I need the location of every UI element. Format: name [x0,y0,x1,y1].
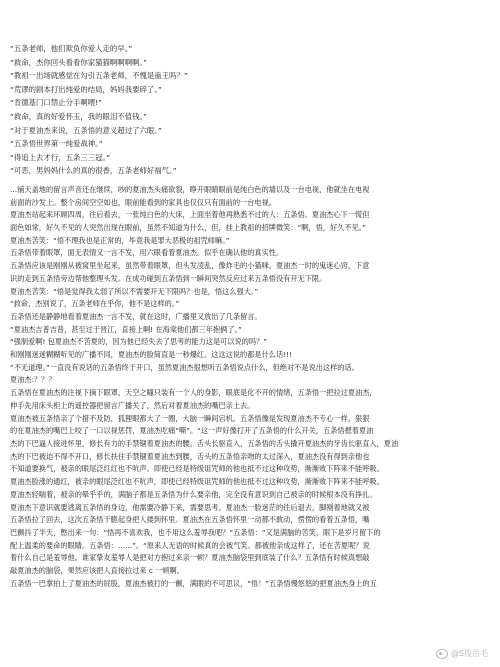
body-line: 夏油杰轻喘着，被亲的晕乎乎的，满脑子都是五条悟为什么要亲他，完全没有意识到自己被亲的时候根本没有挣扎。 [10,489,377,499]
body-line: 的在夏油杰的嘴巴上咬了一口以视惩罚，夏油杰吃痛“嘶”。“这一声好像打开了五条悟的什么开关，五条悟摁着夏油 [10,426,374,436]
quote-line: “救命，杰你回头看看你家猫猫啊啊啊啊。” [10,57,147,67]
quote-line: “救命，真的好爱怀玉，我的眼泪不值钱。” [10,111,147,121]
watermark [436,648,488,659]
body-line: 敲夏油杰的脑袋，果然应该把人直接拉过来 c 一顿啊。 [10,566,184,576]
body-line: 前面的沙发上。整个房间空空如也，眼前能看到的家具也仅仅只有面前的一台电视。 [10,197,276,207]
body-line: “强制爱啊! 包夏油杰不苦夏的，因为他已经失去了思考的能力这是可以说的吗？” [10,337,267,347]
weibo-icon [436,649,448,659]
quote-line: “得追上去才行，五条三三冠。” [10,152,111,162]
quote-list [10,42,492,178]
body-line: 五条悟还是静静地看着夏油杰一言不发，就在这时，广播里又放出了几条留言。 [10,311,262,321]
quote-line: “可恶，男妈妈什么的真的很香，五条老师好福气。” [10,166,177,176]
quote-line: “五条老师，他们欺负你爱人走的早。” [10,44,133,53]
body-line: 五条悟一巴掌拍上了夏油杰的屁股，夏油杰被打的一颤，满眼的不可思议，“悟！”五条悟慢悠悠的把夏油杰身上的五 [10,578,377,588]
body-line: 夏油杰被五条悟亲了个措不及防，狐狸眼都大了一圈，大脑一瞬间宕机。五条悟像是发现夏油杰不专心一样，狠狠 [10,413,370,423]
body-line: 夏油杰苦笑：“悟不理我也是正常的，毕竟我是罪大恶极的祖咒师嘛。” [10,235,230,245]
body-line: 配上温柔的要命的眼睛。五条悟：……”。“原来人无语的时候真的会被气笑。都被他亲成这样了，还在苦夏呢？说 [10,540,370,550]
story-body [10,184,492,591]
body-line: 和刚刚迷迷糊糊听见的广播不同，夏油杰的脸简直是一秒爆红。这这这说的都是什么话!!! [10,350,292,360]
body-line: 巴颤抖了半天，憋出来一句：“悟再不喜欢我，也不用这么羞辱我吧？”五条悟：“又是满脑的苦笑，眼下是岁月留下的 [10,527,381,537]
body-line: 五条悟带着眼罩，面无表情又一言不发，用六眼看着夏油杰。似乎在确认他的真实性。 [10,248,284,258]
body-line: 五条悟应该是刚刚从被窝里坐起来，虽然带着眼罩，但头发凌乱，像炸毛的小猫咪。夏油杰一时的鬼迷心窍，下意 [10,261,370,271]
body-line: 夏油杰下意识就要逃离五条悟的身边，他需要冷静下来，需要思考。夏油杰一脸迷茫的往后退去，脚刚着地就又被 [10,502,370,512]
quote-line: “荒谬的剧本打出纯爱的结局，妈妈我要碎了。” [10,84,162,94]
body-line: 面色如常，好久不见的人突然出现在眼前，虽然不知道为什么，但，挂上教祖的招牌微笑：“啊，悟，好久不见。” [10,223,367,233]
body-line: “夏油杰吉普吉普，甚至过于晋江，直接上啊! 在海棠他们都三年抱俩了。” [10,324,242,334]
quote-line: “五条悟世界第一纯爱战神。” [10,139,103,149]
body-line: 夏油杰苦笑：“悟是觉得我太弱了所以不需要开无下限吗？也是，悟这么强大。” [10,286,259,296]
body-line: 五条悟拉了回去，这次五条悟干脆起身把人搂到怀里。夏油杰在五条悟怀里一动都不敢动，愣愣的看着五条悟，嘴 [10,515,370,525]
body-line: …铺天盖地的留言声音还在继续，吵的夏油杰头痛欲裂，睁开眼睛眼前是纯白色的墙以及一台电视，他就坐在电视 [10,184,370,194]
body-line: 五条悟在夏油杰的注视下摘下眼罩，天空之瞳只装有一个人的身影，眼底是化不开的情绪，五条悟一把拉过夏油杰， [10,388,377,398]
body-line: 着什么自己是羞辱他。谁家挚友羞辱人是把对方抱过来亲一顿？夏油杰脑袋里到底装了什么？五条悟有时候真想敲 [10,553,370,563]
body-line: 不知道要换气，被亲的眼尾泛红红也不吭声。即使已经是特级诅咒师的他也抵不过这种攻势，渐渐败下阵来不能呼吸。 [10,464,384,474]
body-line: “救命，杰别说了，五条老师在乎你，他不是这样的。” [10,299,180,309]
body-line: 杰的下巴被迫不得不开口，修长扶住手禁锢着夏油杰到腰，舌头的五条悟亲吻的太过深入，夏油杰没有得到亲他也 [10,451,370,461]
quote-line: “肯德基门口禁止分手啊喂!” [10,98,102,108]
body-line: 伸手先用床头柜上的遥控器把留言广播关了，然后对着夏油杰的嘴巴亲上去。 [10,400,255,410]
quote-line: “对于夏油杰来说，五条悟的意义超过了六眼。” [10,125,162,135]
body-line: 识的走到五条悟旁边帮他整理头发。在成功碰到五条悟到一瞬间突然反应过来五条悟没有开无下限。 [10,273,327,283]
body-line: “不无道理。”一直没有说话的五条悟终于开口，虽然夏油杰很想听五条悟说点什么，但绝对不是说出这样的话。 [10,362,359,372]
body-line: 夏油杰脸涨的通红，被亲的眼尾泛红也不吭声，即使已经特级诅咒师的他也抵不过这种攻势，渐渐败下阵来不能呼吸。 [10,477,384,487]
body-line: 杰的下巴逼人接进怀里，修长有力的手禁锢着夏油杰的腰，舌头长驱直入，五条悟的舌头撬开夏油杰的牙齿长驱直入，夏油 [10,439,399,448]
body-line: 夏油杰:？？？ [10,375,56,385]
quote-line: “教祖一出场就感觉在勾引五条老师，不愧是蛊王吗？” [10,71,188,81]
body-line: 夏油杰站起来环顾四周，往后看去，一张纯白色的大床，上面坐着他再熟悉不过的人：五条悟。夏油杰心下一慌但 [10,210,370,220]
watermark-text: @S俊岳毛 [450,649,488,658]
